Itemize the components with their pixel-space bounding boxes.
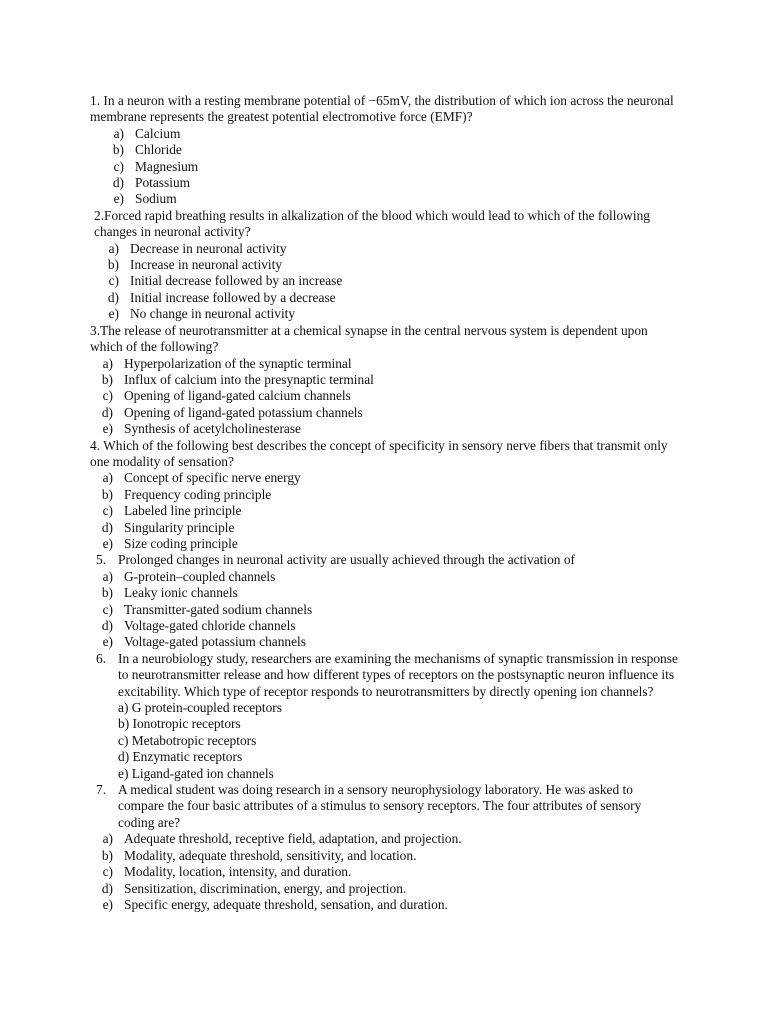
option-item: e) Voltage-gated potassium channels xyxy=(102,634,306,650)
question-2-stem: 2.Forced rapid breathing results in alkalization of the blood which would lead to which of the following changes in neuronal activity? xyxy=(94,207,650,240)
option-item: a) Decrease in neuronal activity xyxy=(108,240,287,256)
question-4 xyxy=(90,438,680,553)
question-5-options xyxy=(90,569,680,651)
question-5 xyxy=(90,552,680,650)
option-item: e) Sodium xyxy=(113,191,177,207)
question-1 xyxy=(90,93,680,208)
question-7-header xyxy=(90,782,680,831)
question-2 xyxy=(90,208,680,323)
option-item: b) Influx of calcium into the presynaptic terminal xyxy=(101,371,374,387)
question-7-options xyxy=(90,831,680,913)
document-page xyxy=(90,93,680,913)
question-number: 6. xyxy=(96,650,107,666)
option-item: d) Potassium xyxy=(112,175,191,191)
option-item: a) G-protein–coupled channels xyxy=(102,568,276,584)
option-item: e) Ligand-gated ion channels xyxy=(118,765,274,781)
question-5-stem: Prolonged changes in neuronal activity are usually achieved through the activation of xyxy=(118,552,575,568)
question-6-header xyxy=(90,651,680,700)
question-2-options xyxy=(90,241,680,323)
option-item: b) Ionotropic receptors xyxy=(118,716,241,732)
option-item: a) Hyperpolarization of the synaptic terminal xyxy=(102,355,352,371)
question-6 xyxy=(90,651,680,782)
option-item: b) Increase in neuronal activity xyxy=(107,257,283,273)
option-item: a) Adequate threshold, receptive field, adaptation, and projection. xyxy=(102,831,462,847)
question-4-stem: 4. Which of the following best describes the concept of specificity in sensory nerve fibers that transmit only one modality of sensation? xyxy=(90,437,668,469)
question-number: 5. xyxy=(96,552,107,568)
option-item: b) Modality, adequate threshold, sensitivity, and location. xyxy=(101,847,417,863)
question-3-options xyxy=(90,356,680,438)
option-item: e) Synthesis of acetylcholinesterase xyxy=(102,421,302,437)
question-number: 7. xyxy=(96,782,107,798)
option-item: c) Labeled line principle xyxy=(102,503,242,519)
option-item: e) Specific energy, adequate threshold, sensation, and duration. xyxy=(102,896,448,912)
option-item: a) Concept of specific nerve energy xyxy=(102,470,301,486)
question-7-stem: A medical student was doing research in a sensory neurophysiology laboratory. He was asked to compare the four basic attributes of a stimulus to sensory receptors. The four attributes of sensory coding are? xyxy=(118,782,642,830)
question-6-options xyxy=(90,700,680,782)
option-item: d) Voltage-gated chloride channels xyxy=(101,618,296,633)
option-item: d) Enzymatic receptors xyxy=(118,749,243,765)
question-3-stem: 3.The release of neurotransmitter at a chemical synapse in the central nervous system is dependent upon which of the following? xyxy=(90,322,648,355)
option-item: a) Calcium xyxy=(113,125,181,141)
option-item: c) Modality, location, intensity, and duration. xyxy=(102,864,352,880)
option-item: c) Opening of ligand-gated calcium channels xyxy=(102,388,351,404)
question-7 xyxy=(90,782,680,913)
option-item: c) Metabotropic receptors xyxy=(118,732,257,748)
option-item: c) Initial decrease followed by an increase xyxy=(108,273,343,289)
option-item: d) Singularity principle xyxy=(101,519,235,535)
option-item: d) Opening of ligand-gated potassium channels xyxy=(101,404,363,420)
question-4-options xyxy=(90,470,680,552)
option-item: d) Sensitization, discrimination, energy, and projection. xyxy=(101,880,407,896)
option-item: c) Magnesium xyxy=(113,158,199,174)
option-item: e) No change in neuronal activity xyxy=(108,306,296,322)
question-1-stem: 1. In a neuron with a resting membrane potential of −65mV, the distribution of which ion across the neuronal membrane represents the greatest potential electromotive force (EMF)? xyxy=(90,93,674,125)
option-item: e) Size coding principle xyxy=(102,535,238,551)
option-item: b) Frequency coding principle xyxy=(101,486,272,502)
question-6-stem: In a neurobiology study, researchers are examining the mechanisms of synaptic transmission in response to neurotransmitter release and how different types of receptors on the postsynaptic neuron influence its excitability. Which type of receptor responds to neurotransmitters by directly opening ion channels? xyxy=(118,650,678,699)
option-item: c) Transmitter-gated sodium channels xyxy=(102,601,313,617)
question-5-header xyxy=(90,552,680,568)
option-item: b) Chloride xyxy=(112,142,182,158)
question-3 xyxy=(90,323,680,438)
option-item: b) Leaky ionic channels xyxy=(101,585,238,601)
question-1-options xyxy=(90,126,680,208)
option-item: a) G protein-coupled receptors xyxy=(118,700,282,716)
option-item: d) Initial increase followed by a decrease xyxy=(107,289,336,305)
